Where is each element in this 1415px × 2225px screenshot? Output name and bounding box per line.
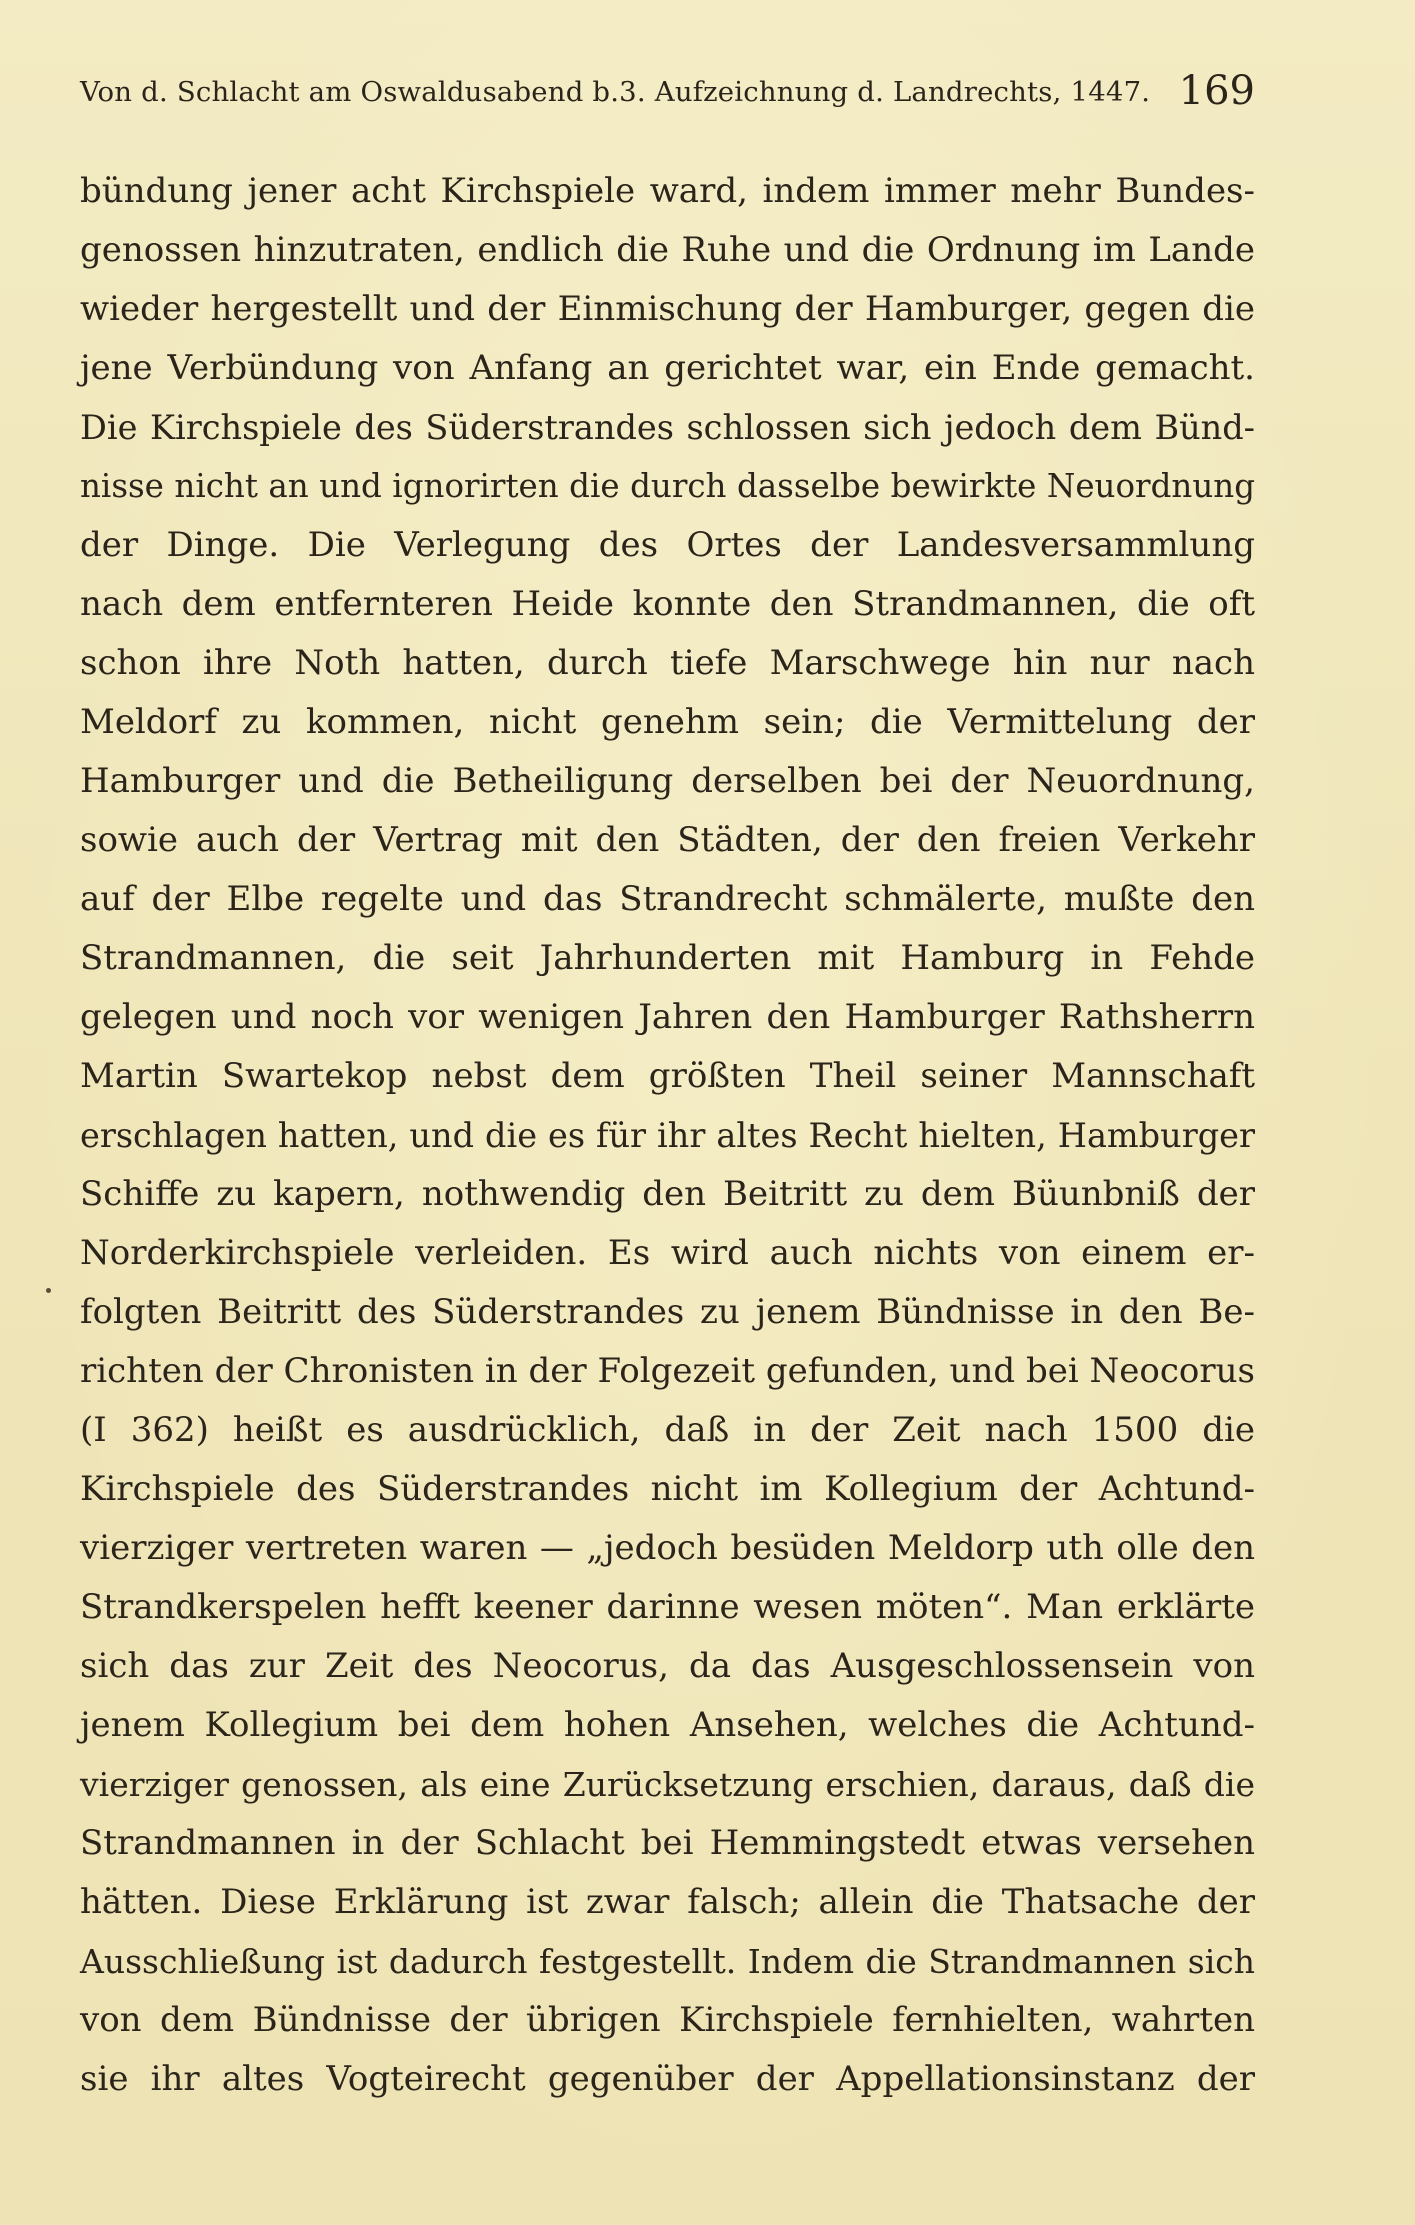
text-line: Strandmannen, die seit Jahrhunderten mit Hamburg in Fehde [80, 938, 1255, 978]
text-line: jene Verbündung von Anfang an gerichtet war, ein Ende gemacht. [80, 348, 1255, 388]
text-line: vierziger vertreten waren — „jedoch besüden Meldorp uth olle den [80, 1528, 1255, 1568]
text-line: erschlagen hatten, und die es für ihr altes Recht hielten, Hamburger [80, 1116, 1255, 1155]
text-line: von dem Bündnisse der übrigen Kirchspiele fernhielten, wahrten [80, 2000, 1255, 2040]
text-line: Strandkerspelen hefft keener darinne wesen möten“. Man erklärte [80, 1587, 1255, 1627]
text-line: der Dinge. Die Verlegung des Ortes der Landesversammlung [80, 525, 1255, 565]
text-line: hätten. Diese Erklärung ist zwar falsch; allein die Thatsache der [80, 1882, 1255, 1922]
text-line: Hamburger und die Betheiligung derselben bei der Neuordnung, [80, 761, 1255, 801]
text-line: Die Kirchspiele des Süderstrandes schlossen sich jedoch dem Bünd- [80, 408, 1255, 447]
text-line: Strandmannen in der Schlacht bei Hemmingstedt etwas versehen [80, 1823, 1255, 1863]
text-line: bündung jener acht Kirchspiele ward, indem immer mehr Bundes- [80, 171, 1255, 211]
text-line: sowie auch der Vertrag mit den Städten, der den freien Verkehr [80, 820, 1255, 860]
text-line: sich das zur Zeit des Neocorus, da das Ausgeschlossensein von [80, 1646, 1255, 1686]
text-line: gelegen und noch vor wenigen Jahren den Hamburger Rathsherrn [80, 997, 1255, 1037]
margin-mark [46, 1288, 51, 1293]
text-line: auf der Elbe regelte und das Strandrecht schmälerte, mußte den [80, 879, 1255, 919]
text-line: Norderkirchspiele verleiden. Es wird auch nichts von einem er- [80, 1233, 1255, 1273]
text-line: Martin Swartekop nebst dem größten Theil seiner Mannschaft [80, 1056, 1255, 1096]
text-line: (I 362) heißt es ausdrücklich, daß in der Zeit nach 1500 die [80, 1410, 1255, 1450]
text-line: richten der Chronisten in der Folgezeit gefunden, und bei Neocorus [80, 1351, 1255, 1391]
running-title: Von d. Schlacht am Oswaldusabend b.3. Aufzeichnung d. Landrechts, 1447. [80, 76, 1151, 108]
text-line: Ausschließung ist dadurch festgestellt. Indem die Strandmannen sich [80, 1942, 1255, 1981]
page-number: 169 [1178, 68, 1255, 114]
text-line: schon ihre Noth hatten, durch tiefe Marschwege hin nur nach [80, 643, 1255, 683]
running-head [80, 62, 1255, 122]
text-line: wieder hergestellt und der Einmischung der Hamburger, gegen die [80, 289, 1255, 329]
text-line: sie ihr altes Vogteirecht gegenüber der Appellationsinstanz der [80, 2059, 1255, 2099]
text-line: vierziger genossen, als eine Zurücksetzung erschien, daraus, daß die [80, 1765, 1255, 1804]
text-line: jenem Kollegium bei dem hohen Ansehen, welches die Achtund- [80, 1705, 1255, 1745]
text-line: nisse nicht an und ignorirten die durch dasselbe bewirkte Neuordnung [80, 467, 1255, 505]
text-line: Meldorf zu kommen, nicht genehm sein; die Vermittelung der [80, 702, 1255, 742]
text-line: folgten Beitritt des Süderstrandes zu jenem Bündnisse in den Be- [80, 1292, 1255, 1332]
text-line: Kirchspiele des Süderstrandes nicht im Kollegium der Achtund- [80, 1469, 1255, 1509]
text-line: Schiffe zu kapern, nothwendig den Beitritt zu dem Büunbniß der [80, 1174, 1255, 1214]
text-line: nach dem entfernteren Heide konnte den Strandmannen, die oft [80, 584, 1255, 624]
text-line: genossen hinzutraten, endlich die Ruhe und die Ordnung im Lande [80, 230, 1255, 270]
